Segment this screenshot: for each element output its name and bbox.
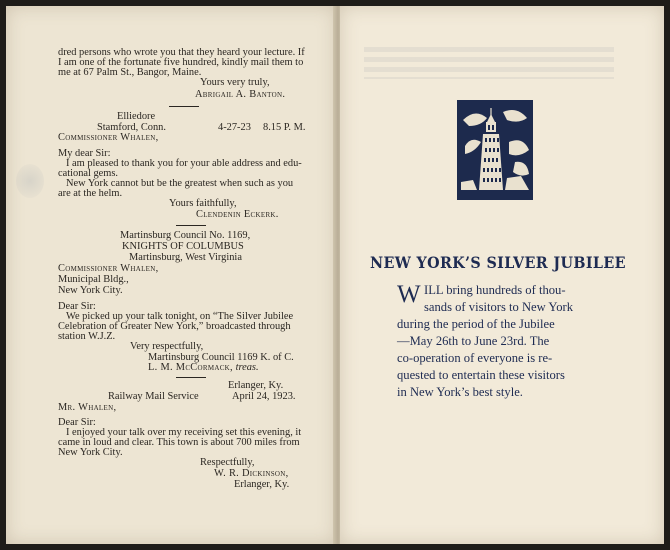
announcement-line-4: —May 26th to June 23rd. The [397,334,550,348]
letter2-body-4: are at the helm. [58,188,123,199]
letter3-body-1: We picked up your talk tonight, on “The Silver Jubilee [66,311,294,322]
letter4-date: April 24, 1923. [232,391,296,402]
letter3-body-3: station W.J.Z. [58,331,116,342]
letter2-addressee: Commissioner Whalen, [58,132,159,143]
letter4-signature-1: W. R. Dickinson, [214,468,289,479]
letter4-place: Erlanger, Ky. [228,380,284,391]
letter3-org-2: KNIGHTS OF COLUMBUS [122,241,244,252]
letter2-closing: Yours faithfully, [169,198,237,209]
letter3-body-2: Celebration of Greater New York,” broadcasted through [58,321,291,332]
letter1-signature: Abrigail A. Banton. [195,89,286,100]
signer-title: treas. [235,362,259,373]
letter1-line-2: I am one of the fortunate five hundred, kindly mail them to [58,57,304,68]
letter3-signature-2 [148,363,259,374]
left-page [6,6,336,544]
divider-rule [176,225,206,226]
letter2-city: Stamford, Conn. [97,122,166,133]
divider-rule [176,377,206,378]
letter3-closing: Very respectfully, [130,341,204,352]
announcement-line-3: during the period of the Jubilee [397,317,555,331]
letter2-date: 4-27-23 [218,122,251,133]
letter3-org-3: Martinsburg, West Virginia [129,252,242,263]
letter2-salutation: My dear Sir: [58,148,111,159]
drop-cap: W [397,281,421,308]
letter2-body-3: New York cannot but be the greatest when such as you [66,178,294,189]
jubilee-headline: NEW YORK’S SILVER JUBILEE [370,254,626,272]
letter4-closing: Respectfully, [200,457,255,468]
letter1-closing: Yours very truly, [200,77,270,88]
letter3-org-1: Martinsburg Council No. 1169, [120,230,251,241]
divider-rule [169,106,199,107]
ink-smudge [16,164,44,198]
letter4-service: Railway Mail Service [108,391,199,402]
letter4-salutation: Dear Sir: [58,417,96,428]
letter4-addressee: Mr. Whalen, [58,402,117,413]
letter4-signature-2: Erlanger, Ky. [234,479,290,490]
letter1-line-1: dred persons who wrote you that they heard your lecture. If [58,47,305,58]
signer-name: L. M. McCormack, [148,362,233,373]
letter3-signature-1: Martinsburg Council 1169 K. of C. [148,352,294,363]
letter1-line-3: me at 67 Palm St., Bangor, Maine. [58,67,202,78]
letter2-signature: Clendenin Eckerk. [196,209,279,220]
announcement-line-7: in New York’s best style. [397,385,523,399]
letter2-place: Elliedore [117,111,156,122]
letter3-addressee-2: Municipal Bldg., [58,274,129,285]
letter3-addressee-1: Commissioner Whalen, [58,263,159,274]
letter3-addressee-3: New York City. [58,285,123,296]
letter2-time: 8.15 P. M. [263,122,306,133]
show-through-bleed [364,47,614,79]
right-page [340,6,664,544]
letter4-body-1: I enjoyed your talk over my receiving set this evening, it [66,427,302,438]
announcement-line-6: quested to entertain these visitors [397,368,565,382]
letter2-body-1: I am pleased to thank you for your able address and edu- [66,158,302,169]
letter2-body-2: cational gems. [58,168,119,179]
letter3-salutation: Dear Sir: [58,301,96,312]
announcement-line-5: co-operation of everyone is re- [397,351,553,365]
letter4-body-3: New York City. [58,447,123,458]
announcement-line-1: ILL bring hundreds of thou- [424,283,566,297]
tower-woodcut-illustration [457,100,533,200]
announcement-line-2: sands of visitors to New York [424,300,574,314]
letter4-body-2: came in loud and clear. This town is about 700 miles from [58,437,300,448]
